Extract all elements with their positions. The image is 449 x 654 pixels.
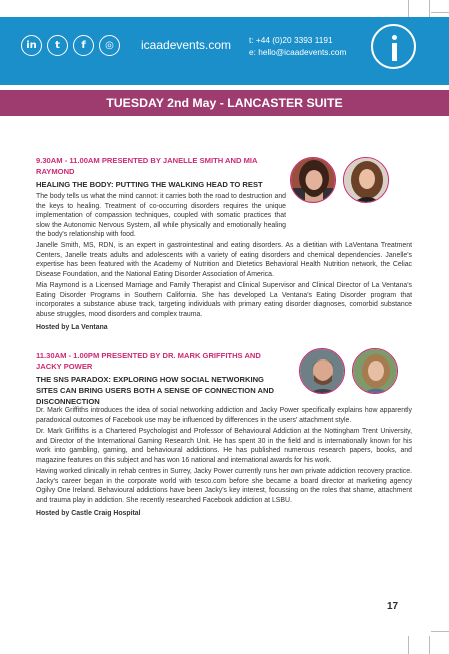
twitter-icon[interactable]: t [47, 35, 68, 56]
session1-header [36, 155, 276, 190]
session1-paragraph: Janelle Smith, MS, RDN, is an expert in gastrointestinal and eating disorders. As a dietitian with LaVentana Treatment Centers, Janelle treats adults and adolescents with a variety of eating disorders and chemical dependencies. Janelle's expertise has been featured with the Academy of Nutrition and Dietetics Behavioral Health Nutrition network, the Celiac Disease Foundation, and the National Eating Disorder Association of America. [36, 242, 412, 278]
facebook-icon[interactable]: f [73, 35, 94, 56]
crop-mark [431, 631, 449, 632]
speaker-photo-jacky-power [352, 348, 398, 394]
email-address[interactable]: e: hello@icaadevents.com [249, 47, 347, 57]
session2-body [36, 406, 412, 519]
phone-number: t: +44 (0)20 3393 1191 [249, 35, 333, 45]
session1-time: 9.30AM - 11.00AM PRESENTED BY JANELLE SMITH AND MIA RAYMOND [36, 156, 258, 176]
session2-title: THE SNS PARADOX: EXPLORING HOW SOCIAL NETWORKING SITES CAN BRING USERS BOTH A SENSE OF CONNECTION AND DISCONNECTION [36, 375, 274, 406]
session2-paragraph: Dr. Mark Griffiths is a Chartered Psychologist and Professor of Behavioural Addiction at the Nottingham Trent University, and Director of the International Gaming Research Unit. He has spent 30 in the field and is internationally known for his work into gambling, gaming, and behavioural addictions. He has published numerous research papers, books, and magazine features on this subject and has won 16 national and international awards for his work. [36, 428, 412, 464]
speaker-photo-mia-raymond [343, 157, 389, 203]
session2-paragraph: Having worked clinically in rehab centres in Surrey, Jacky Power currently runs her own private addiction recovery practice. Jacky's career began in the corporate world with tesco.com before she became a board director at marketing agency Ogilvy One Ireland. Behavioural addictions have been Jacky's key interest, focussing on the roles that shame, attachment and trauma play in addiction. She recently researched Facebook addiction at LSBU. [36, 468, 412, 504]
info-icon [371, 24, 416, 69]
session1-host: Hosted by La Ventana [36, 324, 108, 331]
linkedin-icon[interactable]: in [21, 35, 42, 56]
session1-bios [36, 241, 412, 333]
session2-header [36, 350, 276, 407]
session2-paragraph: Dr. Mark Griffiths introduces the idea of social networking addiction and Jacky Power specifically explains how apparently paradoxical outcomes of Facebook use may be influenced by differences in the users' attachment style. [36, 407, 412, 424]
contact-info [249, 34, 346, 58]
crop-mark [429, 636, 430, 654]
speaker-photo-mark-griffiths [299, 348, 345, 394]
session2-time: 11.30AM - 1.00PM PRESENTED BY DR. MARK GRIFFITHS AND JACKY POWER [36, 351, 261, 371]
session1-paragraph: The body tells us what the mind cannot: it carries both the road to destruction and the keys to healing. Treatment of co-occurring disorders requires the unique implementation of compassion techniques, coupled with somatic practices that slow the Autonomic Nervous System, all while physically and emotionally healing the body's relationship with food. [36, 193, 286, 238]
crop-mark [431, 12, 449, 13]
page-number: 17 [387, 601, 399, 612]
day-banner: TUESDAY 2nd May - LANCASTER SUITE [0, 90, 449, 116]
crop-mark [408, 636, 409, 654]
session1-paragraph: Mia Raymond is a Licensed Marriage and Family Therapist and Clinical Supervisor and Clinical Director of La Ventana's Eating Disorder Programs in Southern California. She has developed La Ventana's Eating Disorder program that incorporates a substance abuse track, targeting individuals with primary eating disorder diagnoses, comorbid substance abuse struggles, mood disorders and complex trauma. [36, 282, 412, 318]
instagram-icon[interactable]: ◎ [99, 35, 120, 56]
session1-intro [36, 192, 286, 240]
crop-mark [429, 0, 430, 18]
session1-title: HEALING THE BODY: PUTTING THE WALKING HEAD TO REST [36, 180, 263, 189]
crop-mark [408, 0, 409, 18]
session2-host: Hosted by Castle Craig Hospital [36, 510, 141, 517]
speaker-photo-janelle-smith [290, 157, 336, 203]
website-link[interactable]: icaadevents.com [141, 38, 232, 52]
